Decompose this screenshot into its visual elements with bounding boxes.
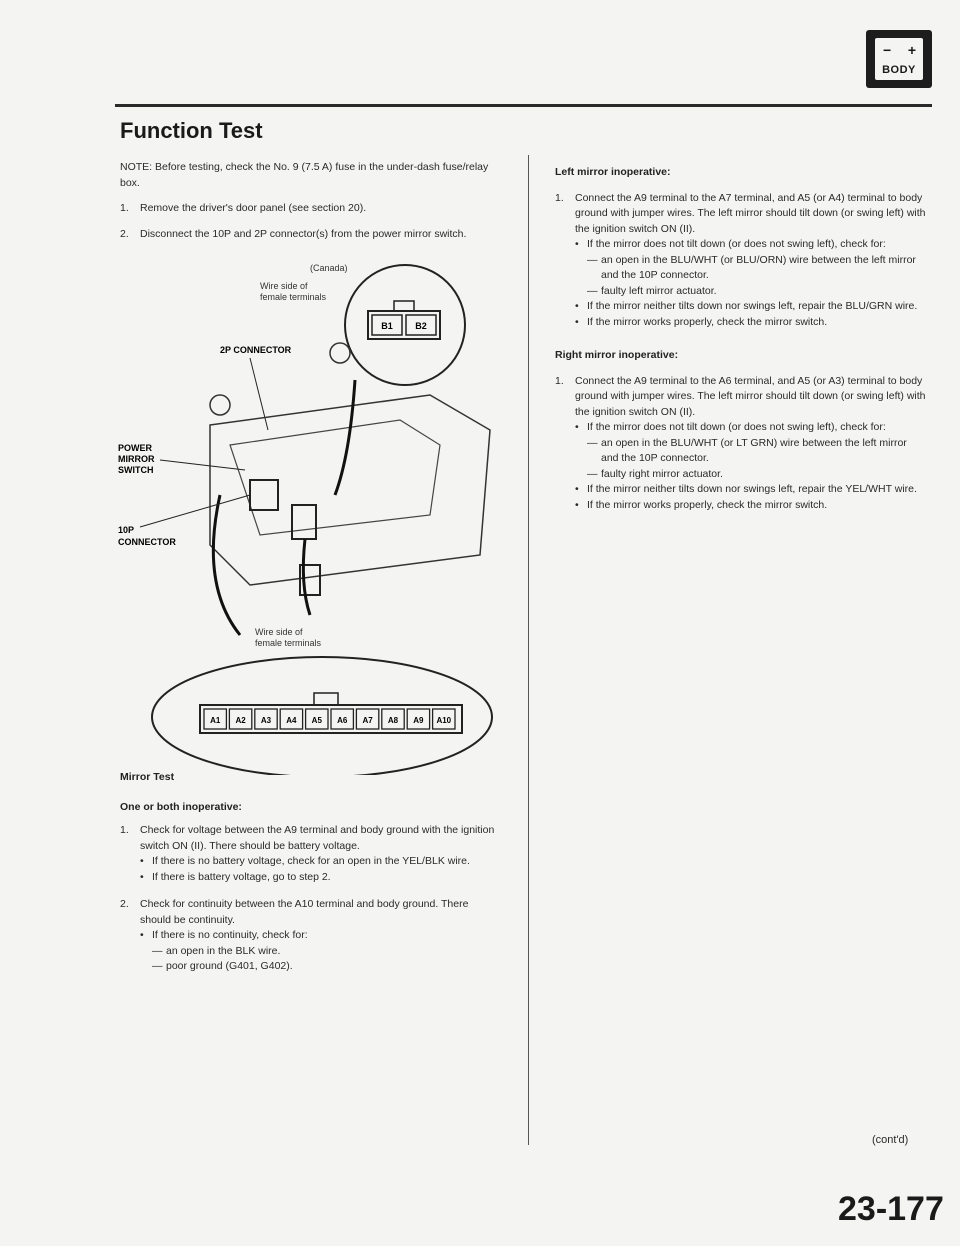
10p-connector-latch xyxy=(314,693,338,705)
wire-side-label-top-1: Wire side of xyxy=(260,281,308,291)
canada-label: (Canada) xyxy=(310,263,348,273)
2p-connector-label: 2P CONNECTOR xyxy=(220,345,292,355)
step-text: Connect the A9 terminal to the A6 terminal, and A5 (or A3) terminal to body ground with jumper wires. The left mirror should tilt down (or swing left) with the ignition switch ON (II). xyxy=(575,374,926,418)
mt-step-1-bullet-1: • If there is no battery voltage, check for an open in the YEL/BLK wire. xyxy=(140,855,470,867)
mt-step-2-bullet: • If there is no continuity, check for: xyxy=(140,929,308,941)
right-column xyxy=(555,165,927,513)
left-bullet-3: • If the mirror works properly, check the mirror switch. xyxy=(575,315,828,328)
left-bullet-1: • If the mirror does not tilt down (or does not swing left), check for: xyxy=(575,238,886,250)
pin-label-a9: A9 xyxy=(413,716,424,725)
left-dash-2: — faulty left mirror actuator. xyxy=(587,284,717,297)
10p-label-2: CONNECTOR xyxy=(118,537,176,547)
step-number: 1. xyxy=(555,374,564,387)
wire-side-label-bottom-1: Wire side of xyxy=(255,627,303,637)
right-dash-2: — faulty right mirror actuator. xyxy=(587,467,723,480)
mt-step-2 xyxy=(120,897,500,928)
pin-label-a8: A8 xyxy=(387,716,399,725)
page-title: Function Test xyxy=(120,118,263,143)
pin-label-a6: A6 xyxy=(337,716,348,725)
page-number: 23-177 xyxy=(838,1190,944,1228)
pin-b2-label: B2 xyxy=(415,321,427,331)
left-bullet-2: • If the mirror neither tilts down nor swings left, repair the BLU/GRN wire. xyxy=(575,300,918,312)
pin-label-a1: A1 xyxy=(210,716,221,725)
step-1 xyxy=(120,201,500,217)
step-number: 2. xyxy=(120,227,129,240)
mirror-switch-body xyxy=(230,420,440,535)
continued-label: (cont'd) xyxy=(872,1134,909,1146)
step-number: 2. xyxy=(120,898,129,910)
one-or-both-heading: One or both inoperative: xyxy=(120,800,242,813)
step-number: 1. xyxy=(120,202,129,214)
right-mirror-heading: Right mirror inoperative: xyxy=(555,349,679,361)
mirror-test-section xyxy=(120,770,500,975)
step-text: Remove the driver's door panel (see section 20). xyxy=(140,202,367,214)
wire-side-label-bottom-2: female terminals xyxy=(255,638,322,648)
power-mirror-label-1: POWER xyxy=(118,443,153,453)
10p-connector-plug xyxy=(250,480,278,510)
left-mirror-heading: Left mirror inoperative: xyxy=(555,166,671,178)
minus-terminal: − xyxy=(883,42,892,58)
note-text: NOTE: Before testing, check the No. 9 (7.5 A) fuse in the under-dash fuse/relay box. xyxy=(120,161,489,189)
wire-to-2p xyxy=(335,380,355,495)
10p-label-1: 10P xyxy=(118,525,135,535)
step-number: 1. xyxy=(555,191,564,204)
right-bullet-1: • If the mirror does not tilt down (or does not swing left), check for: xyxy=(575,421,886,433)
mirror-switch-connector-diagram xyxy=(100,255,500,775)
power-mirror-leader xyxy=(160,460,245,470)
plus-terminal: + xyxy=(907,42,916,58)
mirror-test-heading: Mirror Test xyxy=(120,771,175,783)
power-mirror-label-3: SWITCH xyxy=(118,465,154,475)
pin-b1-label: B1 xyxy=(381,321,393,331)
2p-connector-plug xyxy=(292,505,316,539)
badge-label: BODY xyxy=(882,64,916,76)
left-column-top xyxy=(120,160,500,242)
wire-to-10p xyxy=(213,495,240,635)
step-2 xyxy=(120,227,500,243)
right-mirror-step-1 xyxy=(555,374,927,421)
pin-label-a3: A3 xyxy=(260,716,272,725)
step-text: Check for continuity between the A10 terminal and body ground. There should be continuity. xyxy=(140,898,469,926)
10p-leader xyxy=(140,495,250,527)
left-mirror-step-1 xyxy=(555,191,927,238)
pin-label-a2: A2 xyxy=(235,716,246,725)
pin-label-a10: A10 xyxy=(436,716,452,725)
right-bullet-3: • If the mirror works properly, check the mirror switch. xyxy=(575,498,828,511)
right-dash-1: — an open in the BLU/WHT (or LT GRN) wire between the left mirror and the 10P connector. xyxy=(587,436,907,464)
pin-label-a5: A5 xyxy=(311,716,322,725)
power-mirror-label-2: MIRROR xyxy=(118,454,155,464)
column-divider xyxy=(528,155,529,1145)
pin-label-a4: A4 xyxy=(286,716,297,725)
screw-boss-left xyxy=(210,395,230,415)
header-rule xyxy=(115,104,932,107)
step-text: Check for voltage between the A9 terminal and body ground with the ignition switch ON (II). There should be battery voltage. xyxy=(140,824,495,852)
battery-icon xyxy=(875,38,923,80)
right-bullet-2: • If the mirror neither tilts down nor swings left, repair the YEL/WHT wire. xyxy=(575,483,917,495)
screw-boss-right xyxy=(330,343,350,363)
wire-side-label-top-2: female terminals xyxy=(260,292,327,302)
pin-label-a7: A7 xyxy=(362,716,373,725)
10p-pin-row xyxy=(204,709,455,729)
2p-connector-latch xyxy=(394,301,414,311)
left-dash-1: — an open in the BLU/WHT (or BLU/ORN) wire between the left mirror and the 10P connector. xyxy=(587,253,916,281)
mt-step-1-bullet-2: • If there is battery voltage, go to step 2. xyxy=(140,870,331,883)
step-text: Connect the A9 terminal to the A7 terminal, and A5 (or A4) terminal to body ground with jumper wires. The left mirror should tilt down (or swing left) with the ignition switch ON (II). xyxy=(575,191,926,235)
body-section-badge xyxy=(866,30,932,88)
mt-step-2-dash-2: — poor ground (G401, G402). xyxy=(152,960,293,972)
step-number: 1. xyxy=(120,824,129,836)
step-text: Disconnect the 10P and 2P connector(s) from the power mirror switch. xyxy=(140,227,467,240)
mt-step-1 xyxy=(120,823,500,854)
mt-step-2-dash-1: — an open in the BLK wire. xyxy=(152,944,281,957)
2p-connector-callout xyxy=(345,265,465,385)
